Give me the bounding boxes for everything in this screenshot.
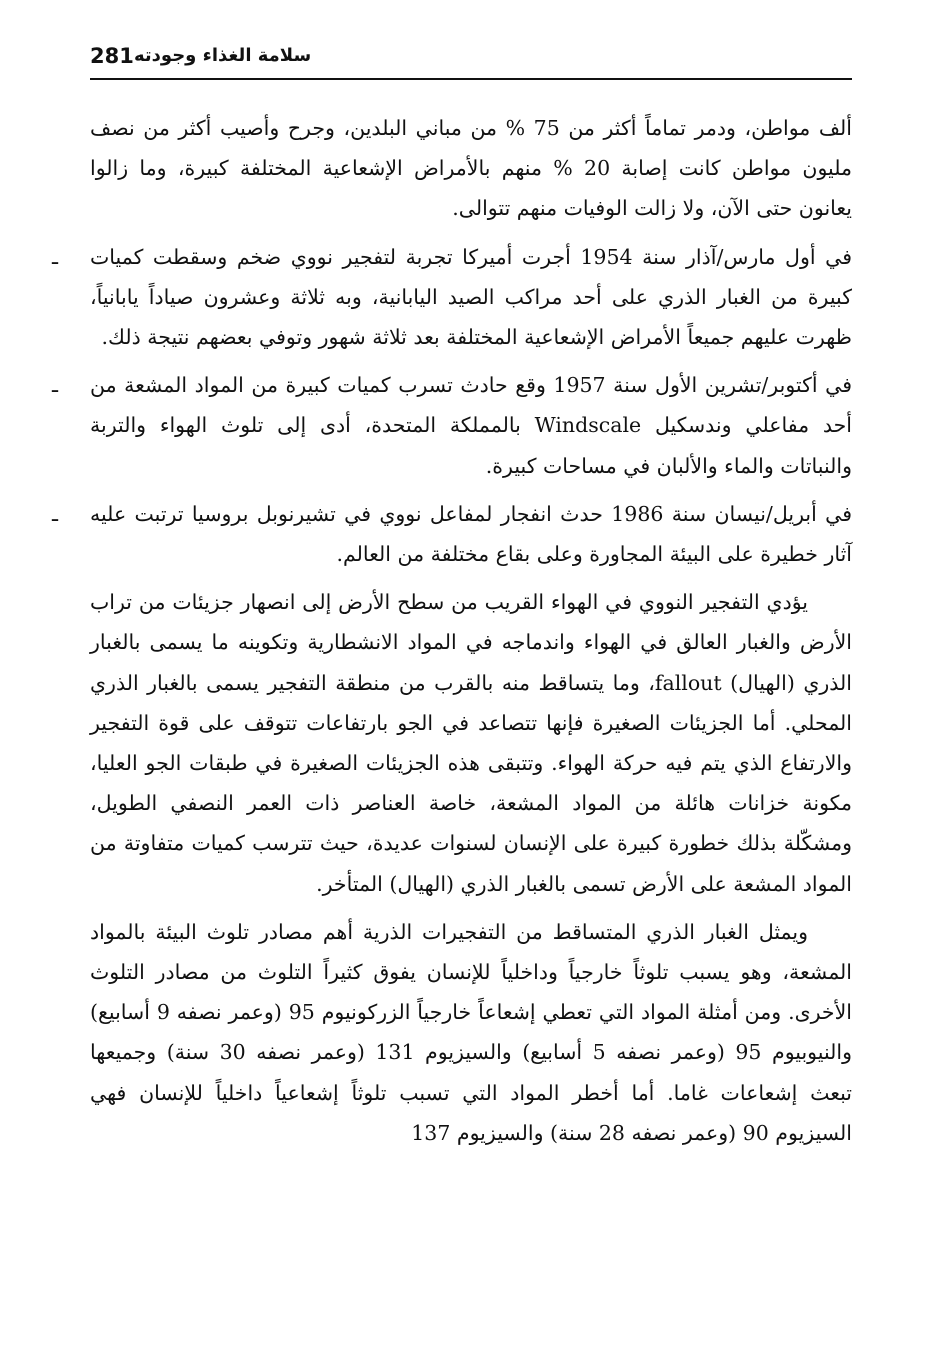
- bullet-text: في أبريل/نيسان سنة 1986 حدث انفجار لمفاعل نووي في تشيرنوبل بروسيا ترتبت عليه آثار خطيرة على البيئة المجاورة وعلى بقاع مختلفة من العالم.: [90, 501, 853, 567]
- bullet-item-1957: [52, 365, 852, 486]
- bullet-dash: ـ: [52, 244, 59, 269]
- bullet-text: في أكتوبر/تشرين الأول سنة 1957 وقع حادث تسرب كميات كبيرة من المواد المشعة من أحد مفاعلي وندسكيل Windscale بالمملكة المتحدة، أدى إلى تلوث الهواء والتربة والنباتات والماء والألبان في مساحات كبيرة.: [90, 373, 852, 478]
- paragraph-fallout: يؤدي التفجير النووي في الهواء القريب من سطح الأرض إلى انصهار جزيئات من تراب الأرض والغبار العالق في الهواء واندماجه في المواد الانشطارية وتكوينه ما يسمى بالغبار الذري (الهيال) fallout، وما يتساقط منه بالقرب من منطقة التفجير يسمى بالغبار الذري المحلي. أما الجزيئات الصغيرة فإنها تتصاعد في الجو بارتفاعات تتوقف على قوة التفجير والارتفاع الذي يتم فيه حركة الهواء. وتتبقى هذه الجزيئات الصغيرة في طبقات الجو العليا، مكونة خزانات هائلة من المواد المشعة، خاصة العناصر ذات العمر النصفي الطويل، ومشكّلة بذلك خطورة كبيرة على الإنسان لسنوات عديدة، حيث تترسب كميات متفاوتة من المواد المشعة على الأرض تسمى بالغبار الذري (الهيال) المتأخر.: [90, 590, 852, 896]
- bullet-dash: ـ: [52, 501, 59, 526]
- page-header: [90, 38, 852, 80]
- page-body: [52, 108, 853, 1153]
- page-number: 281: [90, 44, 134, 68]
- bullet-item-1986: [52, 494, 853, 574]
- bullet-item-1954: [52, 237, 852, 358]
- paragraph-continuation: ألف مواطن، ودمر تماماً أكثر من 75 % من مباني البلدين، وجرح وأصيب أكثر من نصف مليون مواطن كانت إصابة 20 % منهم بالأمراض الإشعاعية المختلفة كبيرة، وما زالوا يعانون حتى الآن، ولا زالت الوفيات منهم تتوالى.: [90, 116, 853, 221]
- bullet-text: في أول مارس/آذار سنة 1954 أجرت أميركا تجربة لتفجير نووي ضخم وسقطت كميات كبيرة من الغبار الذري على أحد مراكب الصيد اليابانية، وبه ثلاثة وعشرون صياداً يابانياً، ظهرت عليهم جميعاً الأمراض الإشعاعية المختلفة بعد ثلاثة شهور وتوفي بعضهم نتيجة ذلك.: [90, 244, 852, 350]
- paragraph-contamination: ويمثل الغبار الذري المتساقط من التفجيرات الذرية أهم مصادر تلوث البيئة بالمواد المشعة، وهو يسبب تلوثاً خارجياً وداخلياً للإنسان يفوق كثيراً التلوث من مصادر التلوث الأخرى. ومن أمثلة المواد التي تعطي إشعاعاً خارجياً الزركونيوم 95 (وعمر نصفه 9 أسابيع) والنيوبيوم 95 (وعمر نصفه 5 أسابيع) والسيزيوم 131 (وعمر نصفه 30 سنة) وجميعها تبعث إشعاعات غاما. أما أخطر المواد التي تسبب تلوثاً إشعاعياً داخلياً للإنسان فهي السيزيوم 90 (وعمر نصفه 28 سنة) والسيزيوم 137: [90, 919, 852, 1145]
- bullet-dash: ـ: [52, 373, 59, 398]
- running-title: سلامة الغذاء وجودته: [134, 45, 312, 66]
